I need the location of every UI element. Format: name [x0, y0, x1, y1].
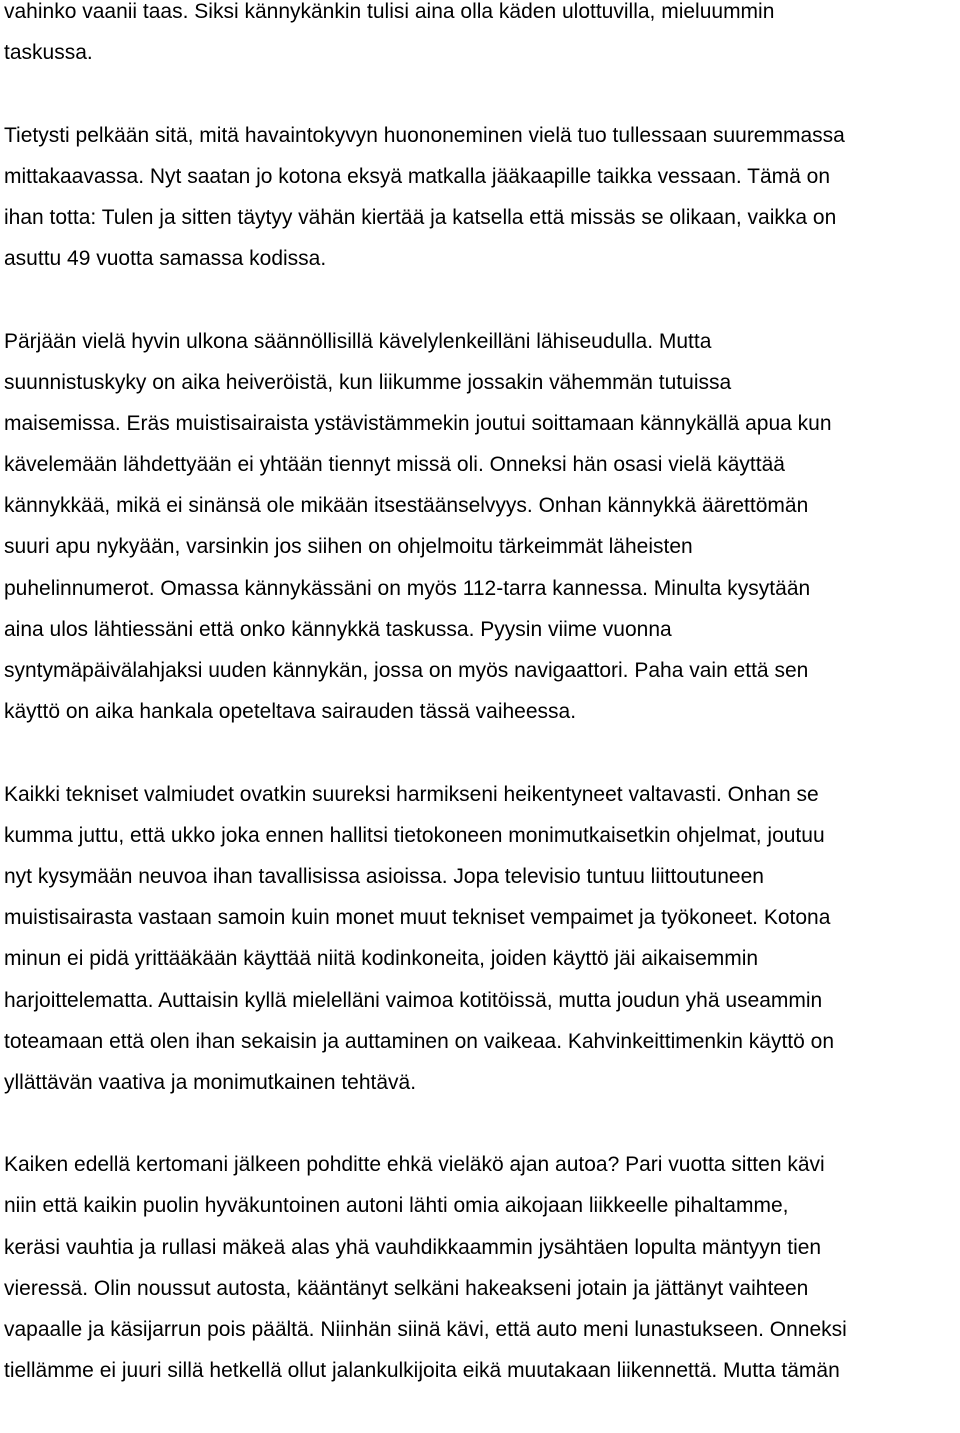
text-line: kumma juttu, että ukko joka ennen hallitsi tietokoneen monimutkaisetkin ohjelmat, joutuu	[4, 823, 825, 847]
text-line: niin että kaikin puolin hyväkuntoinen autoni lähti omia aikojaan liikkeelle pihaltamme,	[4, 1194, 789, 1218]
text-line: puhelinnumerot. Omassa kännykässäni on myös 112-tarra kannessa. Minulta kysytään	[4, 576, 811, 600]
text-line: kännykkää, mikä ei sinänsä ole mikään itsestäänselvyys. Onhan kännykkä äärettömän	[4, 494, 809, 518]
text-line: vieressä. Olin noussut autosta, kääntänyt selkäni hakeakseni jotain ja jättänyt vaihteen	[4, 1276, 809, 1300]
paragraph-car-accident	[4, 1144, 956, 1391]
text-line: ihan totta: Tulen ja sitten täytyy vähän kiertää ja katsella että missäs se olikaan, vaikka on	[4, 205, 837, 229]
paragraph-walking-and-phone	[4, 321, 956, 733]
text-line: aina ulos lähtiessäni että onko kännykkä taskussa. Pyysin viime vuonna	[4, 617, 672, 641]
text-line: tiellämme ei juuri sillä hetkellä ollut jalankulkijoita eikä muutakaan liikennettä. Mutta tämän	[4, 1359, 840, 1383]
text-line: Kaiken edellä kertomani jälkeen pohditte ehkä vieläkö ajan autoa? Pari vuotta sitten kävi	[4, 1153, 825, 1177]
text-line: harjoittelematta. Auttaisin kyllä mielelläni vaimoa kotitöissä, mutta joudun yhä useammin	[4, 988, 823, 1012]
text-line: asuttu 49 vuotta samassa kodissa.	[4, 247, 327, 271]
document-page	[4, 0, 956, 1433]
text-line: vahinko vaanii taas. Siksi kännykänkin tulisi aina olla käden ulottuvilla, mieluummin	[4, 0, 775, 23]
text-line: taskussa.	[4, 41, 93, 65]
paragraph-perception-decline	[4, 115, 956, 280]
text-line: mittakaavassa. Nyt saatan jo kotona eksyä matkalla jääkaapille taikka vessaan. Tämä on	[4, 164, 831, 188]
text-line: nyt kysymään neuvoa ihan tavallisissa asioissa. Jopa televisio tuntuu liittoutuneen	[4, 864, 764, 888]
text-line: toteamaan että olen ihan sekaisin ja auttaminen on vaikeaa. Kahvinkeittimenkin käyttö on	[4, 1029, 835, 1053]
text-line: suunnistuskyky on aika heiveröistä, kun liikumme jossakin vähemmän tutuissa	[4, 370, 732, 394]
text-line: Tietysti pelkään sitä, mitä havaintokyvyn huononeminen vielä tuo tullessaan suuremmassa	[4, 123, 845, 147]
text-line: syntymäpäivälahjaksi uuden kännykän, jossa on myös navigaattori. Paha vain että sen	[4, 659, 809, 682]
text-line: keräsi vauhtia ja rullasi mäkeä alas yhä vauhdikkaammin jysähtäen lopulta mäntyyn tien	[4, 1235, 822, 1259]
text-line: minun ei pidä yrittääkään käyttää niitä kodinkoneita, joiden käyttö jäi aikaisemmin	[4, 947, 759, 971]
paragraph-technical-skills	[4, 774, 956, 1104]
text-line: vapaalle ja käsijarrun pois päältä. Niinhän siinä kävi, että auto meni lunastukseen. Onneksi	[4, 1318, 847, 1341]
text-line: Kaikki tekniset valmiudet ovatkin suureksi harmikseni heikentyneet valtavasti. Onhan se	[4, 782, 819, 806]
text-line: suuri apu nykyään, varsinkin jos siihen on ohjelmoitu tärkeimmät läheisten	[4, 535, 693, 559]
text-line: maisemissa. Eräs muistisairaista ystävistämmekin joutui soittamaan kännykällä apua kun	[4, 411, 832, 435]
paragraph-phone-in-pocket	[4, 0, 956, 73]
text-line: kävelemään lähdettyään ei yhtään tiennyt missä oli. Onneksi hän osasi vielä käyttää	[4, 453, 785, 477]
text-line: Pärjään vielä hyvin ulkona säännöllisillä kävelylenkeilläni lähiseudulla. Mutta	[4, 329, 712, 353]
text-line: muistisairasta vastaan samoin kuin monet muut tekniset vempaimet ja työkoneet. Kotona	[4, 906, 831, 930]
text-line: yllättävän vaativa ja monimutkainen tehtävä.	[4, 1070, 417, 1094]
text-line: käyttö on aika hankala opeteltava sairauden tässä vaiheessa.	[4, 700, 577, 724]
